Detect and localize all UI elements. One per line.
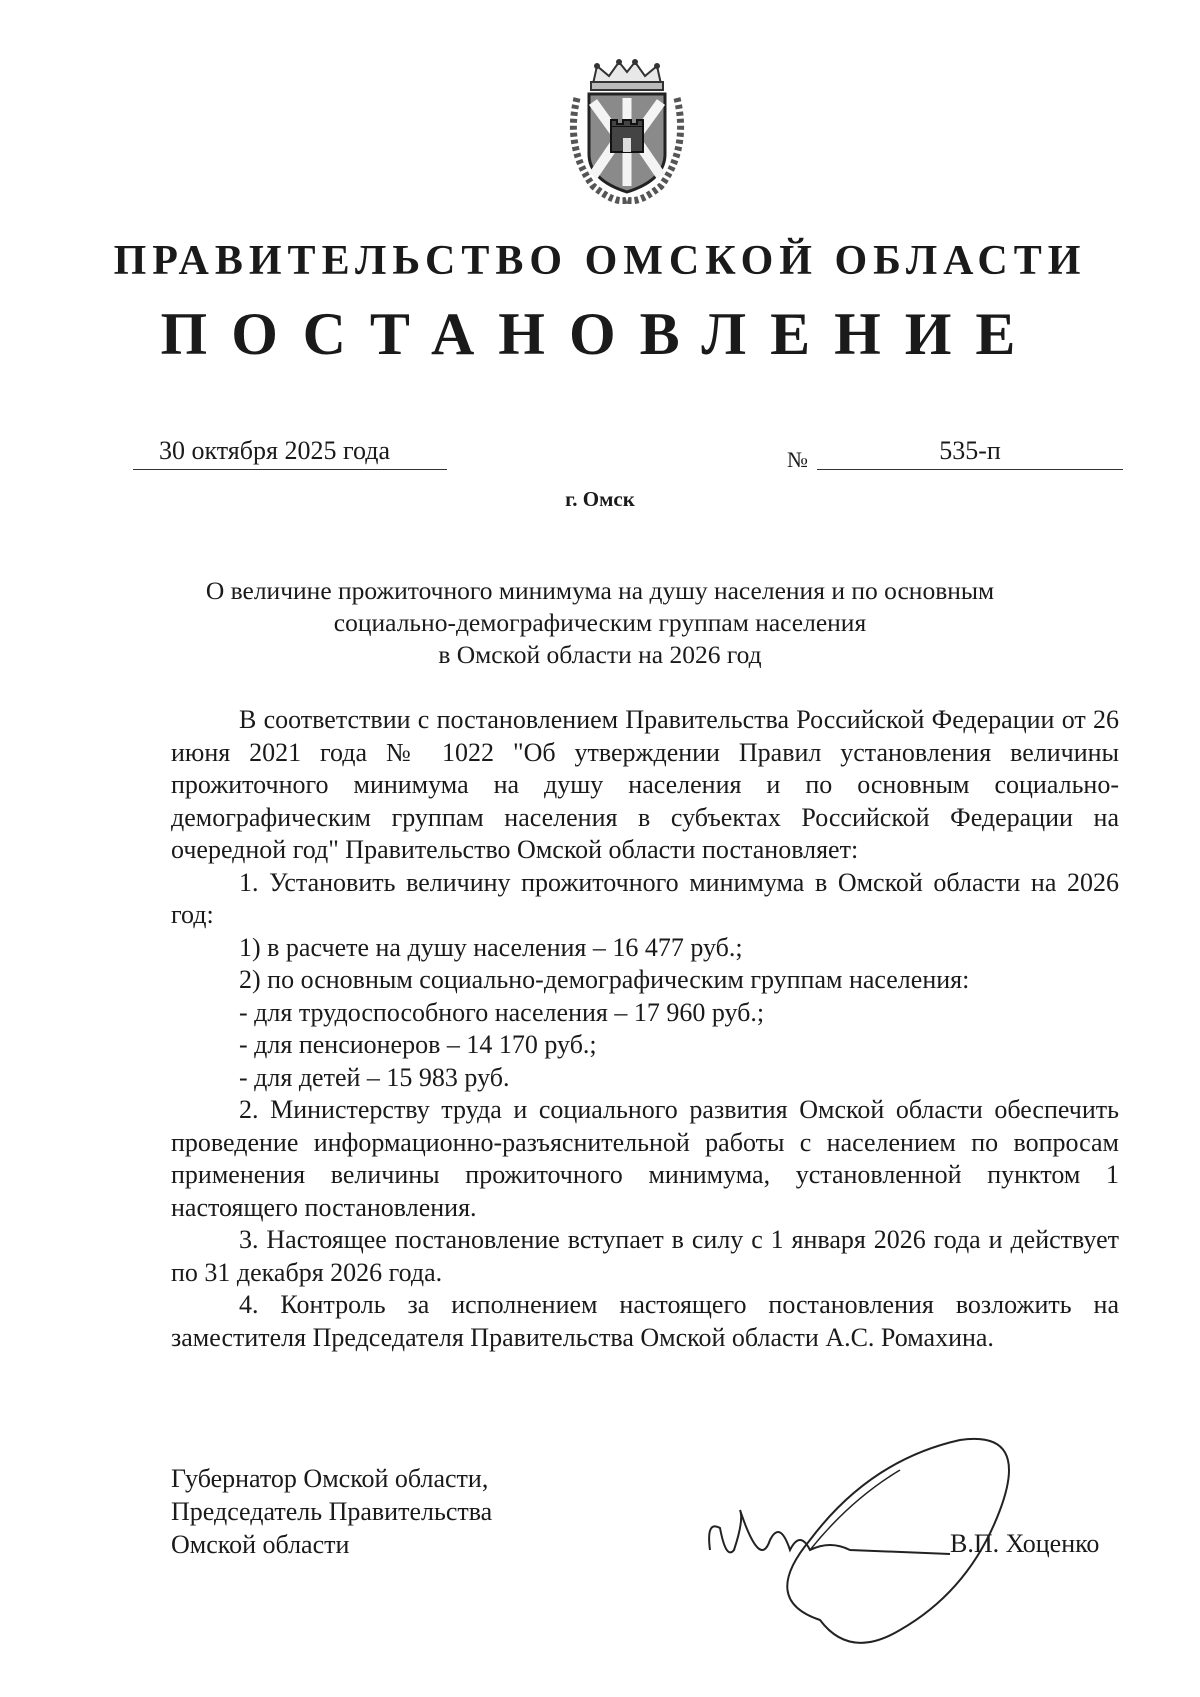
coat-of-arms-icon	[563, 58, 691, 204]
subject-line-2: социально-демографическим группам населения	[333, 608, 867, 637]
subject-line-1: О величине прожиточного минимума на душу населения и по основным	[205, 576, 995, 605]
signatory-name: В.П. Хоценко	[950, 1529, 1100, 1558]
document-subject	[150, 575, 1050, 671]
subject-line-3: в Омской области на 2026 год	[438, 640, 762, 669]
position-line-3: Омской области	[171, 1530, 350, 1559]
position-line-1: Губернатор Омской области,	[171, 1464, 489, 1493]
document-number: 535-п	[939, 436, 1001, 465]
preamble-paragraph: В соответствии с постановлением Правительства Российской Федерации от 26 июня 2021 года № 1022 "Об утверждении Правил установления величины прожиточного минимума на душу населения и по основным социально-демографическим группам населения в субъектах Российской Федерации на очередной год" Правительство Омской области постановляет:	[171, 705, 1119, 864]
item-2: 2. Министерству труда и социального развития Омской области обеспечить проведение информационно-разъяснительной работы с населением по вопросам применения величины прожиточного минимума, установленной пунктом 1 настоящего постановления.	[171, 1095, 1119, 1222]
document-city: г. Омск	[565, 487, 635, 511]
item-4: 4. Контроль за исполнением настоящего постановления возложить на заместителя Председателя Правительства Омской области А.С. Ромахина.	[171, 1290, 1119, 1352]
item-3: 3. Настоящее постановление вступает в силу с 1 января 2026 года и действует по 31 декабря 2026 года.	[171, 1225, 1119, 1287]
item-1: 1. Установить величину прожиточного минимума в Омской области на 2026 год:	[171, 867, 1119, 929]
item-1-1: 1) в расчете на душу населения – 16 477 руб.;	[239, 932, 743, 962]
document-type-title: ПОСТАНОВЛЕНИЕ	[160, 301, 1040, 367]
item-1-2-b: - для пенсионеров – 14 170 руб.;	[239, 1030, 597, 1059]
document-body	[171, 704, 1119, 1354]
item-1-2: 2) по основным социально-демографическим группам населения:	[239, 965, 970, 994]
government-title: ПРАВИТЕЛЬСТВО ОМСКОЙ ОБЛАСТИ	[113, 238, 1087, 284]
document-date: 30 октября 2025 года	[159, 436, 390, 465]
signatory-position	[171, 1462, 492, 1561]
position-line-2: Председатель Правительства	[171, 1497, 493, 1526]
item-1-2-c: - для детей – 15 983 руб.	[239, 1062, 510, 1092]
number-sign: №	[787, 447, 808, 472]
item-1-2-a: - для трудоспособного населения – 17 960 руб.;	[239, 997, 765, 1027]
